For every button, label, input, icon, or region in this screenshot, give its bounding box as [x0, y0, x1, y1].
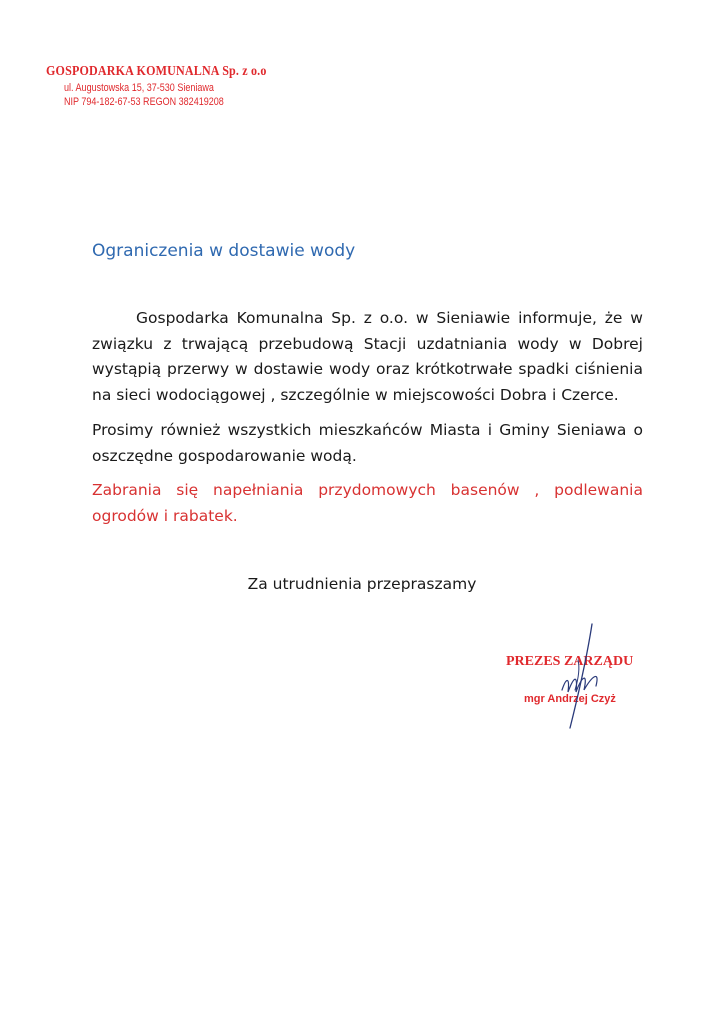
company-ids: NIP 794-182-67-53 REGON 382419208 [64, 96, 224, 108]
signature-title: PREZES ZARZĄDU [506, 654, 634, 669]
company-stamp [46, 64, 302, 108]
signature-name: mgr Andrzej Czyż [524, 693, 616, 705]
notice-title: Ograniczenia w dostawie wody [92, 241, 356, 261]
closing-apology: Za utrudnienia przepraszamy [247, 575, 477, 593]
company-address: ul. Augustowska 15, 37-530 Sieniawa [64, 82, 214, 94]
handwritten-signature [548, 620, 618, 735]
company-name: GOSPODARKA KOMUNALNA Sp. z o.o [46, 64, 267, 79]
notice-paragraph-1: Gospodarka Komunalna Sp. z o.o. w Sieniawie informuje, że w związku z trwającą przebudową Stacji uzdatniania wody w Dobrej wystąpią przerwy w dostawie wody oraz krótkotrwałe spadki ciśnienia na sieci wodociągowej , szczególnie w miejscowości Dobra i Czerce. [92, 309, 643, 404]
notice-paragraph-2: Prosimy również wszystkich mieszkańców Miasta i Gminy Sieniawa o oszczędne gospodarowanie wodą. [92, 421, 643, 465]
notice-paragraph-3-warning: Zabrania się napełniania przydomowych basenów , podlewania ogrodów i rabatek. [92, 481, 643, 525]
